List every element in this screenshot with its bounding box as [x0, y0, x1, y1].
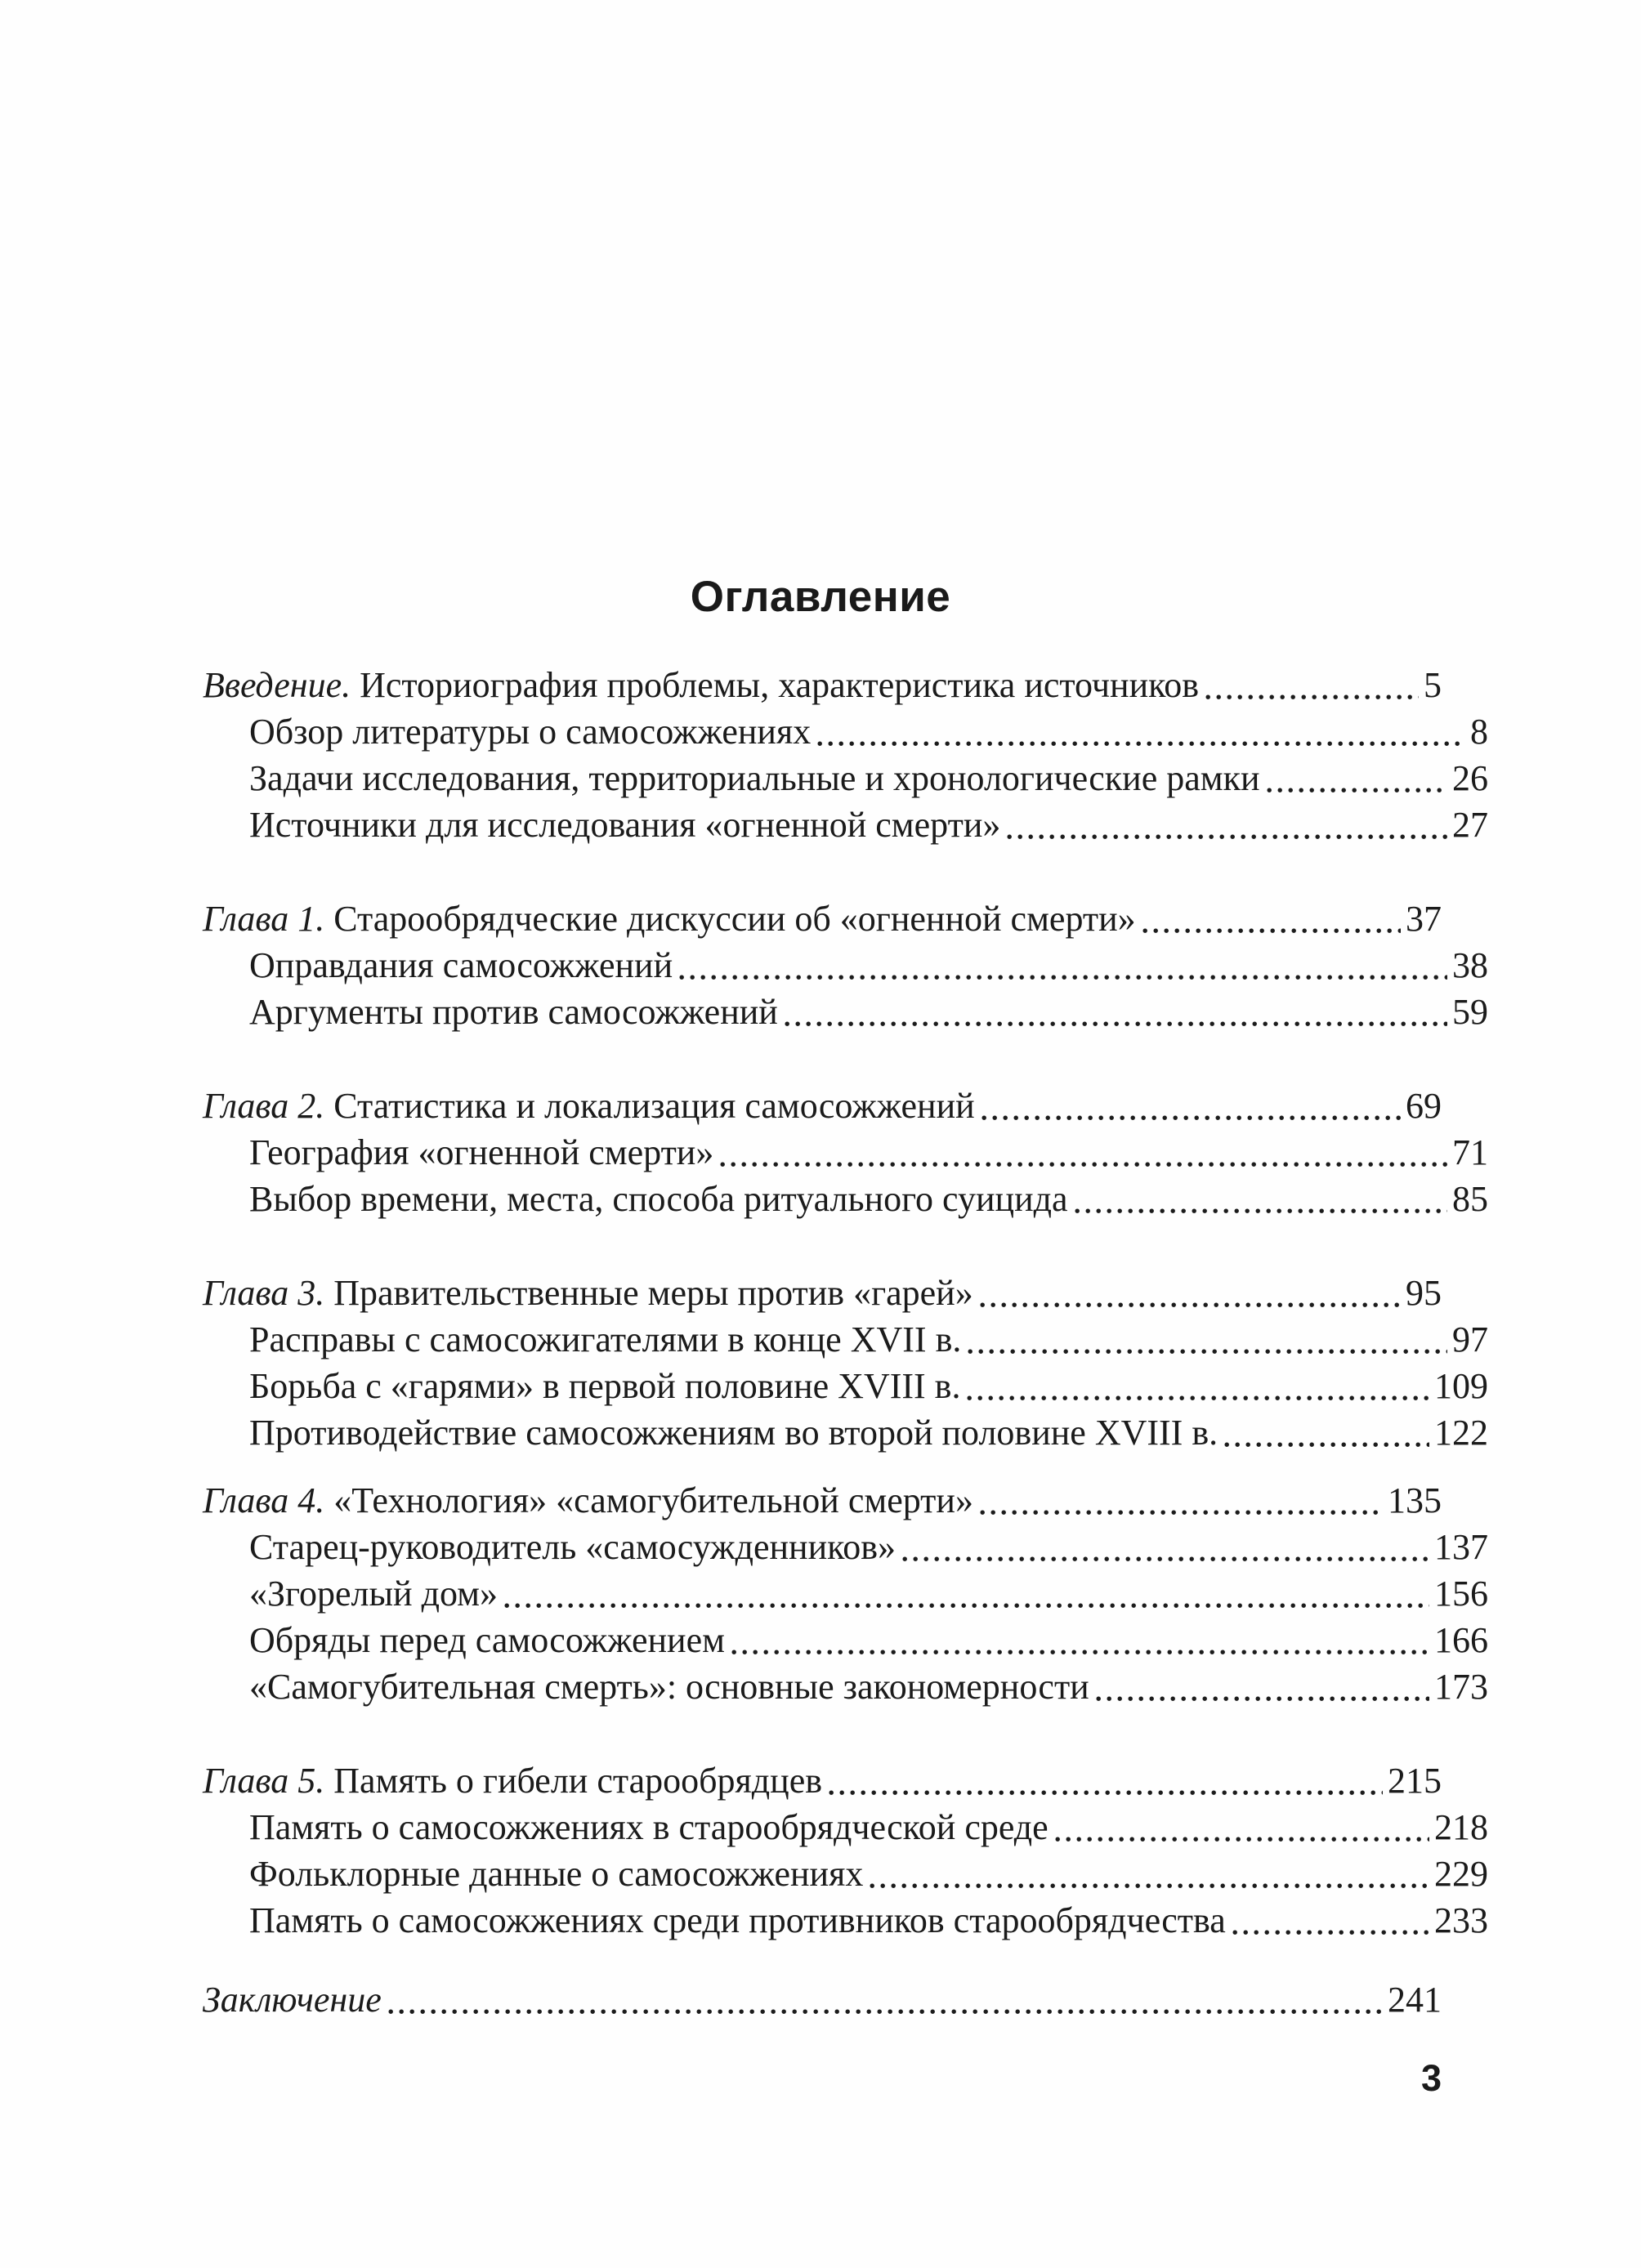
toc-entry-label-italic: Глава 5.	[203, 1761, 325, 1801]
toc-chapter-entry	[203, 1270, 1442, 1316]
toc-section	[203, 1083, 1488, 1222]
toc-entry-page-number: 241	[1388, 1980, 1442, 2020]
dot-leader	[731, 1650, 1429, 1655]
toc-entry-page-number: 69	[1406, 1086, 1442, 1126]
page-title: Оглавление	[690, 573, 951, 621]
toc-sub-entry	[203, 1129, 1488, 1176]
toc-chapter-entry	[203, 1083, 1442, 1129]
toc-entry-text: Противодействие самосожжениям во второй половине XVIII в.	[249, 1413, 1218, 1453]
dot-leader	[1007, 834, 1447, 840]
toc-entry-page-number: 137	[1434, 1527, 1488, 1567]
toc-entry-text: Источники для исследования «огненной смерти»	[249, 805, 1001, 845]
toc-entry-text: Глава 4. «Технология» «самогубительной смерти»	[203, 1480, 973, 1520]
toc-entry-page-number: 156	[1434, 1574, 1488, 1614]
dot-leader	[1142, 928, 1401, 934]
toc-entry-page-number: 97	[1452, 1319, 1488, 1359]
toc-section	[203, 662, 1488, 848]
toc-entry-page-number: 5	[1424, 665, 1442, 705]
toc-entry-page-number: 215	[1388, 1761, 1442, 1801]
toc-section	[203, 1757, 1488, 1944]
toc-entry-text: Аргументы против самосожжений	[249, 992, 778, 1032]
dot-leader	[967, 1395, 1429, 1401]
toc-entry-text: Обряды перед самосожжением	[249, 1620, 725, 1660]
toc-list	[203, 662, 1488, 2023]
dot-leader	[817, 741, 1465, 747]
toc-entry-page-number: 26	[1452, 758, 1488, 798]
toc-entry-text: Расправы с самосожигателями в конце XVII в.	[249, 1319, 962, 1359]
toc-entry-page-number: 229	[1434, 1854, 1488, 1894]
dot-leader	[504, 1603, 1429, 1609]
toc-section	[203, 1976, 1442, 2023]
toc-sub-entry	[203, 1176, 1488, 1222]
toc-sub-entry	[203, 1409, 1488, 1456]
dot-leader	[829, 1790, 1383, 1796]
toc-entry-page-number: 95	[1406, 1273, 1442, 1313]
toc-chapter-entry	[203, 1976, 1442, 2023]
toc-entry-page-number: 166	[1434, 1620, 1488, 1660]
toc-entry-page-number: 71	[1452, 1132, 1488, 1172]
toc-sub-entry	[203, 942, 1488, 989]
dot-leader	[1096, 1696, 1429, 1702]
dot-leader	[1267, 788, 1447, 793]
toc-chapter-entry	[203, 662, 1442, 708]
dot-leader	[1224, 1442, 1429, 1448]
dot-leader	[968, 1349, 1447, 1355]
toc-entry-text: Память о самосожжениях среди противников старообрядчества	[249, 1900, 1226, 1940]
toc-entry-label-italic: Глава 1.	[203, 899, 325, 939]
toc-entry-page-number: 218	[1434, 1807, 1488, 1847]
toc-sub-entry	[203, 1524, 1488, 1570]
toc-entry-text: Глава 3. Правительственные меры против «гарей»	[203, 1273, 973, 1313]
toc-entry-text: Борьба с «гарями» в первой половине XVIII в.	[249, 1366, 961, 1406]
toc-entry-page-number: 135	[1388, 1480, 1442, 1520]
toc-entry-text: «Згорелый дом»	[249, 1574, 498, 1614]
toc-entry-page-number: 109	[1434, 1366, 1488, 1406]
dot-leader	[388, 2009, 1383, 2015]
toc-entry-page-number: 59	[1452, 992, 1488, 1032]
dot-leader	[1055, 1837, 1429, 1842]
toc-entry-text: Выбор времени, места, способа ритуального суицида	[249, 1179, 1068, 1219]
toc-entry-label-italic: Заключение	[203, 1980, 382, 2020]
dot-leader	[679, 975, 1447, 980]
toc-entry-page-number: 8	[1470, 712, 1488, 752]
toc-entry-text: География «огненной смерти»	[249, 1132, 714, 1172]
dot-leader	[980, 1302, 1401, 1308]
dot-leader	[1075, 1208, 1447, 1214]
toc-entry-page-number: 27	[1452, 805, 1488, 845]
toc-entry-text: Глава 5. Память о гибели старообрядцев	[203, 1761, 823, 1801]
toc-sub-entry	[203, 1851, 1488, 1897]
toc-chapter-entry	[203, 1477, 1442, 1524]
toc-section	[203, 895, 1488, 1035]
toc-entry-text: Введение. Историография проблемы, характеристика источников	[203, 665, 1200, 705]
toc-entry-label-italic: Глава 2.	[203, 1086, 325, 1126]
toc-section	[203, 1477, 1488, 1710]
toc-entry-text: Оправдания самосожжений	[249, 945, 673, 985]
toc-sub-entry	[203, 1316, 1488, 1363]
toc-entry-page-number: 38	[1452, 945, 1488, 985]
toc-sub-entry	[203, 755, 1488, 801]
toc-sub-entry	[203, 1363, 1488, 1409]
toc-entry-page-number: 122	[1434, 1413, 1488, 1453]
dot-leader	[981, 1115, 1401, 1121]
toc-entry-page-number: 85	[1452, 1179, 1488, 1219]
toc-entry-text: Фольклорные данные о самосожжениях	[249, 1854, 864, 1894]
toc-sub-entry	[203, 708, 1488, 755]
toc-entry-text: Обзор литературы о самосожжениях	[249, 712, 812, 752]
toc-entry-label-italic: Введение.	[203, 665, 351, 705]
toc-entry-label-italic: Глава 4.	[203, 1480, 325, 1520]
toc-entry-text: Глава 1. Старообрядческие дискуссии об «огненной смерти»	[203, 899, 1136, 939]
toc-entry-text: Глава 2. Статистика и локализация самосожжений	[203, 1086, 975, 1126]
toc-sub-entry	[203, 1663, 1488, 1710]
toc-entry-text: Старец-руководитель «самосужденников»	[249, 1527, 897, 1567]
toc-sub-entry	[203, 801, 1488, 848]
toc-entry-page-number: 233	[1434, 1900, 1488, 1940]
toc-sub-entry	[203, 1804, 1488, 1851]
toc-entry-text: Задачи исследования, территориальные и хронологические рамки	[249, 758, 1260, 798]
toc-entry-label-italic: Глава 3.	[203, 1273, 325, 1313]
toc-section	[203, 1270, 1488, 1456]
dot-leader	[980, 1510, 1383, 1516]
dot-leader	[870, 1883, 1429, 1889]
toc-entry-text	[203, 1976, 382, 2023]
toc-entry-page-number: 37	[1406, 899, 1442, 939]
toc-sub-entry	[203, 989, 1488, 1035]
toc-sub-entry	[203, 1897, 1488, 1944]
dot-leader	[720, 1162, 1447, 1167]
folio-page-number: 3	[1420, 2057, 1442, 2099]
toc-entry-text: Память о самосожжениях в старообрядческой среде	[249, 1807, 1049, 1847]
dot-leader	[785, 1021, 1447, 1027]
toc-chapter-entry	[203, 895, 1442, 942]
dot-leader	[902, 1556, 1429, 1562]
toc-entry-text: «Самогубительная смерть»: основные закономерности	[249, 1667, 1089, 1707]
toc-chapter-entry	[203, 1757, 1442, 1804]
dot-leader	[1232, 1930, 1429, 1935]
dot-leader	[1205, 694, 1419, 700]
toc-entry-page-number: 173	[1434, 1667, 1488, 1707]
toc-sub-entry	[203, 1617, 1488, 1663]
toc-sub-entry	[203, 1570, 1488, 1617]
